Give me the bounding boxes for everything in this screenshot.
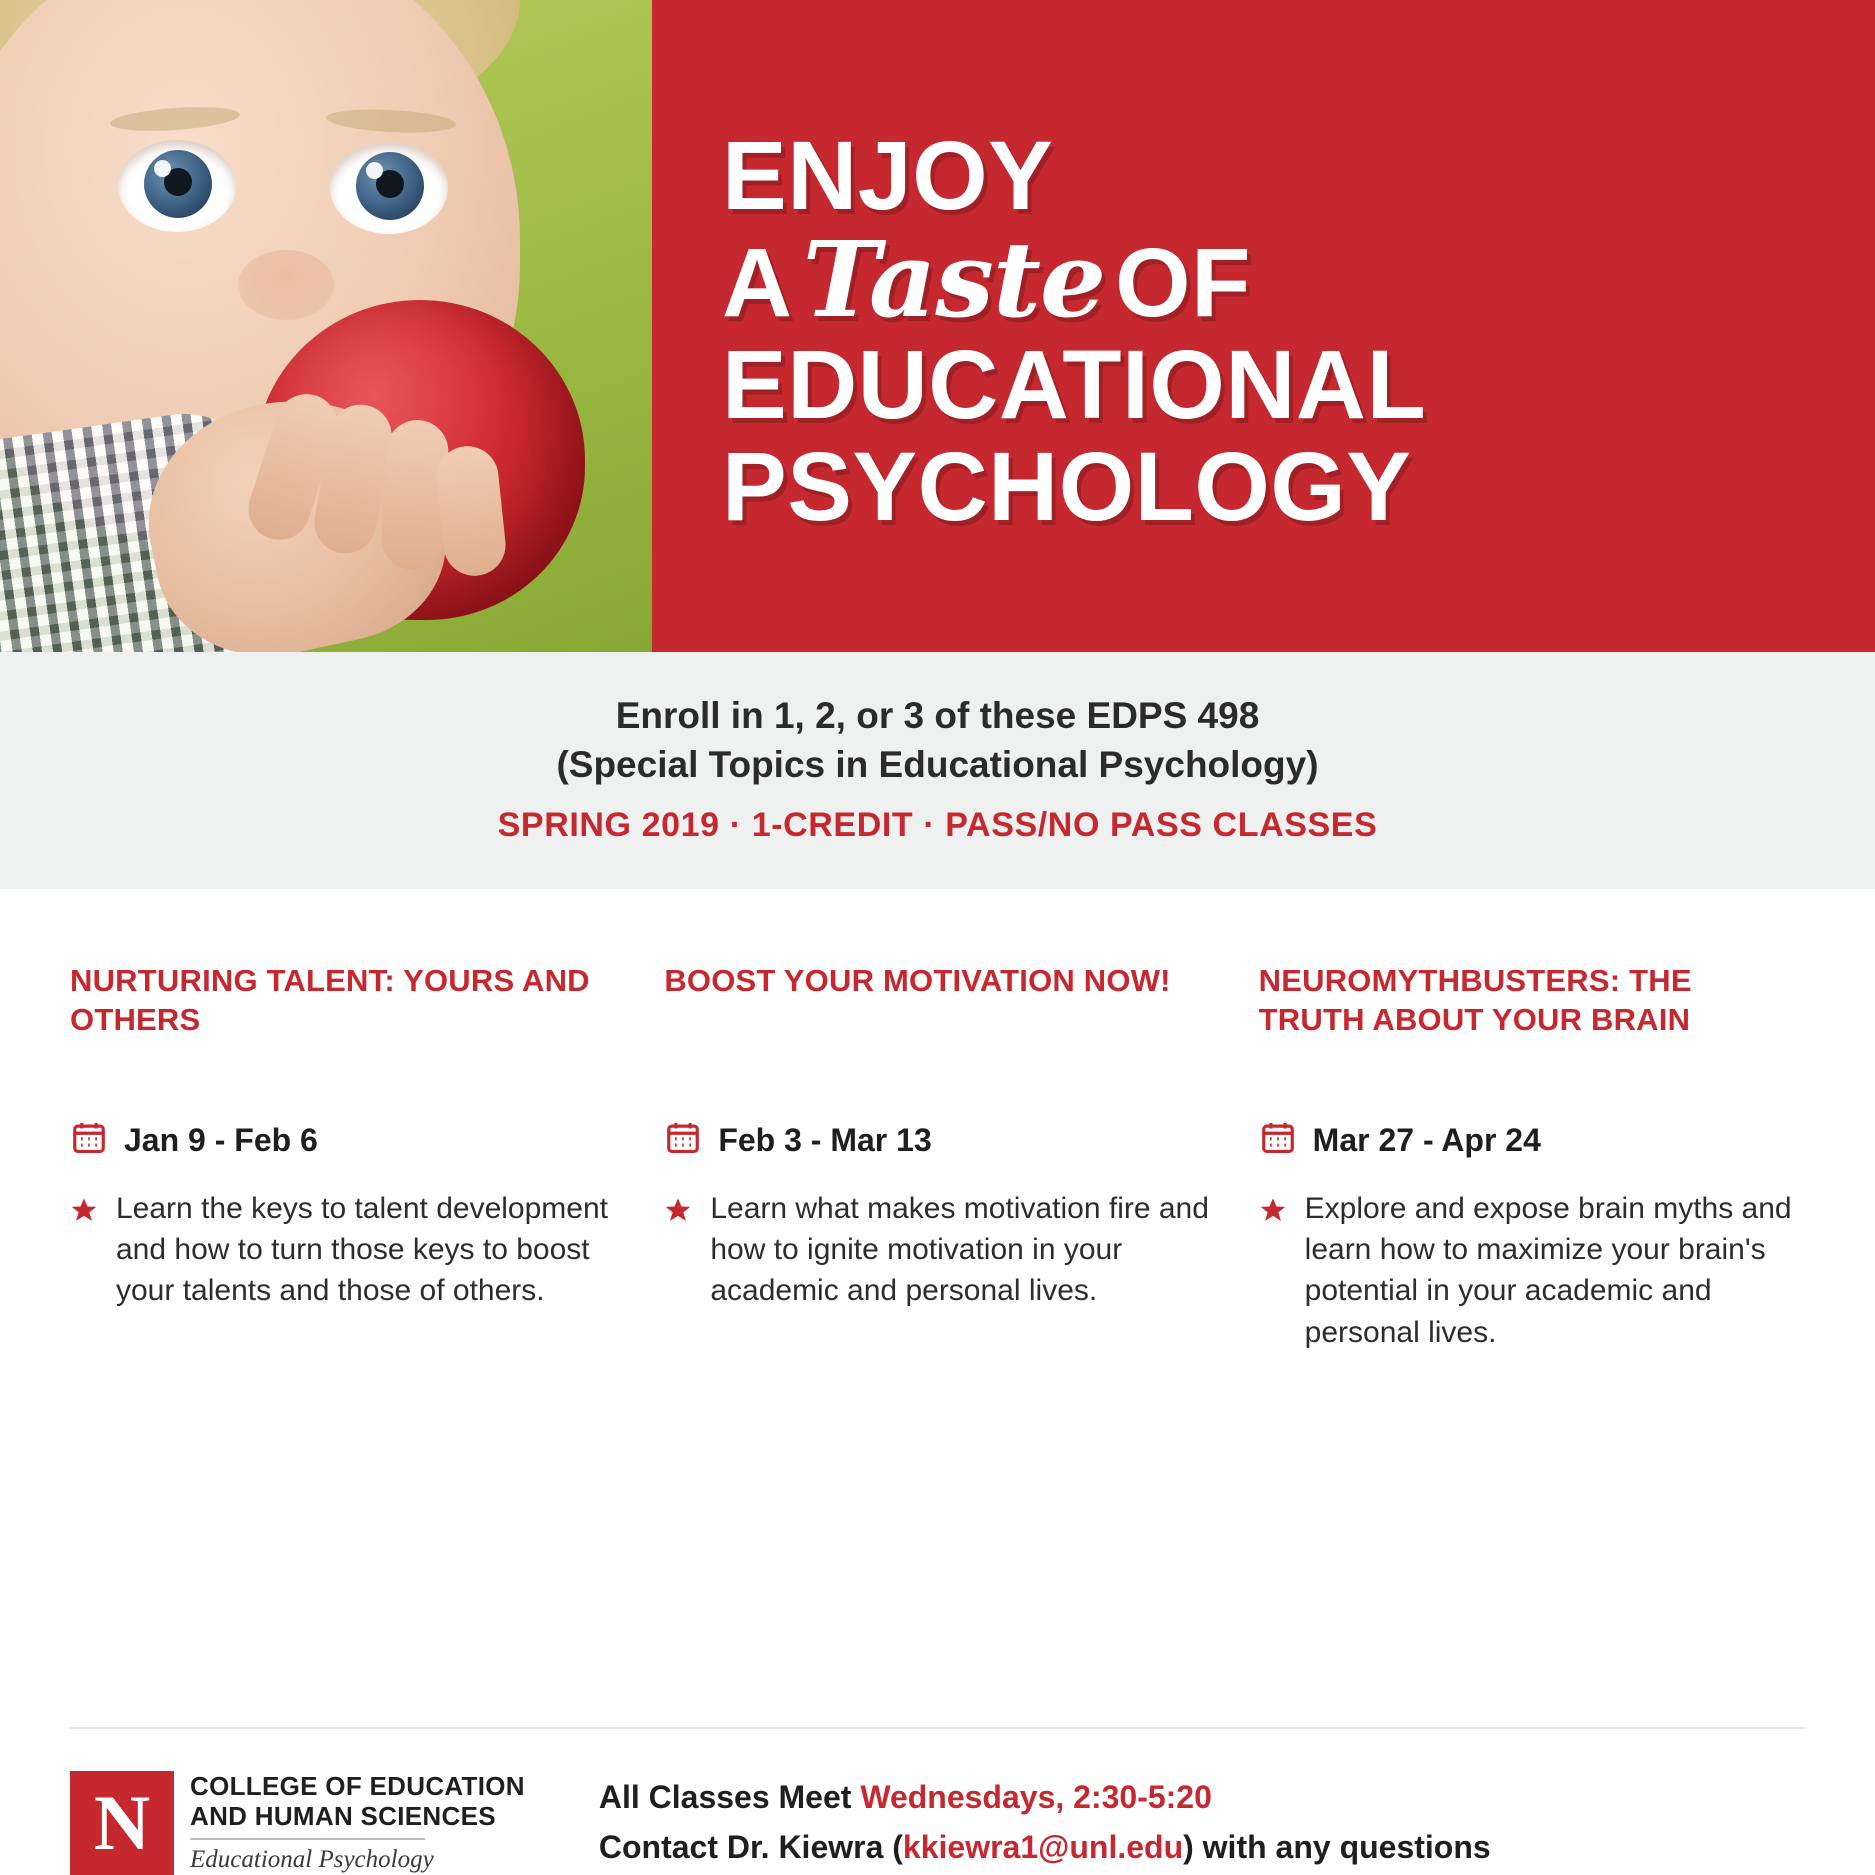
headline-script-taste: Taste: [802, 217, 1106, 341]
course-dates: Mar 27 - Apr 24: [1312, 1121, 1541, 1158]
meeting-prefix: All Classes Meet: [598, 1779, 861, 1816]
hero-headline: [652, 0, 1875, 652]
course-bullet: [664, 1188, 1210, 1312]
headline-line-4: PSYCHOLOGY: [722, 432, 1412, 542]
footer-details: [599, 1773, 1491, 1872]
course-card-2: [664, 961, 1210, 1681]
eye-right-shape: [330, 142, 448, 234]
nose-shape: [238, 250, 334, 320]
logo-line-3: Educational Psychology: [190, 1845, 434, 1873]
course-title: NEUROMYTHBUSTERS: THE TRUTH ABOUT YOUR BRAIN: [1258, 962, 1692, 1038]
course-title: BOOST YOUR MOTIVATION NOW!: [664, 962, 1171, 998]
enroll-line-2: (Special Topics in Educational Psychology): [556, 743, 1319, 785]
star-icon: [664, 1196, 692, 1229]
course-dates: Jan 9 - Feb 6: [124, 1121, 318, 1158]
logo-line-1: COLLEGE OF EDUCATION: [190, 1771, 525, 1802]
logo-divider: [190, 1838, 425, 1840]
unl-logo: [70, 1771, 525, 1875]
logo-n-mark: N: [70, 1771, 174, 1875]
course-date-row: [1259, 1119, 1805, 1162]
contact-suffix: ) with any questions: [1183, 1829, 1491, 1865]
course-bullet-text: Learn what makes motivation fire and how to ignite motivation in your academic and personal lives.: [710, 1191, 1209, 1308]
course-date-row: [70, 1119, 616, 1162]
course-card-3: [1259, 961, 1805, 1681]
contact-line: [599, 1823, 1491, 1873]
eye-left-shape: [118, 140, 236, 232]
meeting-highlight: Wednesdays, 2:30-5:20: [860, 1779, 1212, 1816]
meeting-time-line: [599, 1773, 1491, 1823]
course-bullet: [1259, 1188, 1805, 1354]
term-credit-line: SPRING 2019 · 1-CREDIT · PASS/NO PASS CLASSES: [497, 805, 1378, 844]
course-columns: [0, 889, 1875, 1681]
calendar-icon: [664, 1119, 702, 1162]
headline-a: A: [722, 227, 793, 337]
course-card-1: [70, 961, 616, 1681]
headline-line-1: ENJOY: [722, 121, 1054, 231]
footer: [70, 1727, 1805, 1875]
course-bullet: [70, 1188, 616, 1312]
course-date-row: [664, 1119, 1210, 1162]
enrollment-band: [0, 652, 1875, 889]
course-dates: Feb 3 - Mar 13: [718, 1121, 932, 1158]
baby-eating-apple-photo: [0, 0, 652, 652]
course-title: NURTURING TALENT: YOURS AND OTHERS: [70, 962, 590, 1038]
headline-line-2: [722, 217, 1835, 341]
contact-prefix: Contact Dr. Kiewra (: [598, 1829, 903, 1865]
star-icon: [70, 1196, 98, 1229]
course-bullet-text: Explore and expose brain myths and learn how to maximize your brain's potential in your academic and personal lives.: [1304, 1191, 1792, 1349]
calendar-icon: [70, 1119, 108, 1162]
calendar-icon: [1259, 1119, 1297, 1162]
enroll-line-1: Enroll in 1, 2, or 3 of these EDPS 498: [615, 695, 1260, 736]
star-icon: [1259, 1196, 1287, 1229]
logo-line-2: AND HUMAN SCIENCES: [190, 1800, 496, 1831]
course-bullet-text: Learn the keys to talent development and how to turn those keys to boost your talents and those of others.: [116, 1191, 608, 1308]
headline-line-3: EDUCATIONAL: [722, 330, 1427, 440]
headline-of: OF: [1115, 227, 1251, 337]
logo-wordmark: [190, 1772, 525, 1873]
contact-email-link[interactable]: kkiewra1@unl.edu: [902, 1829, 1184, 1865]
hero-section: [0, 0, 1875, 652]
